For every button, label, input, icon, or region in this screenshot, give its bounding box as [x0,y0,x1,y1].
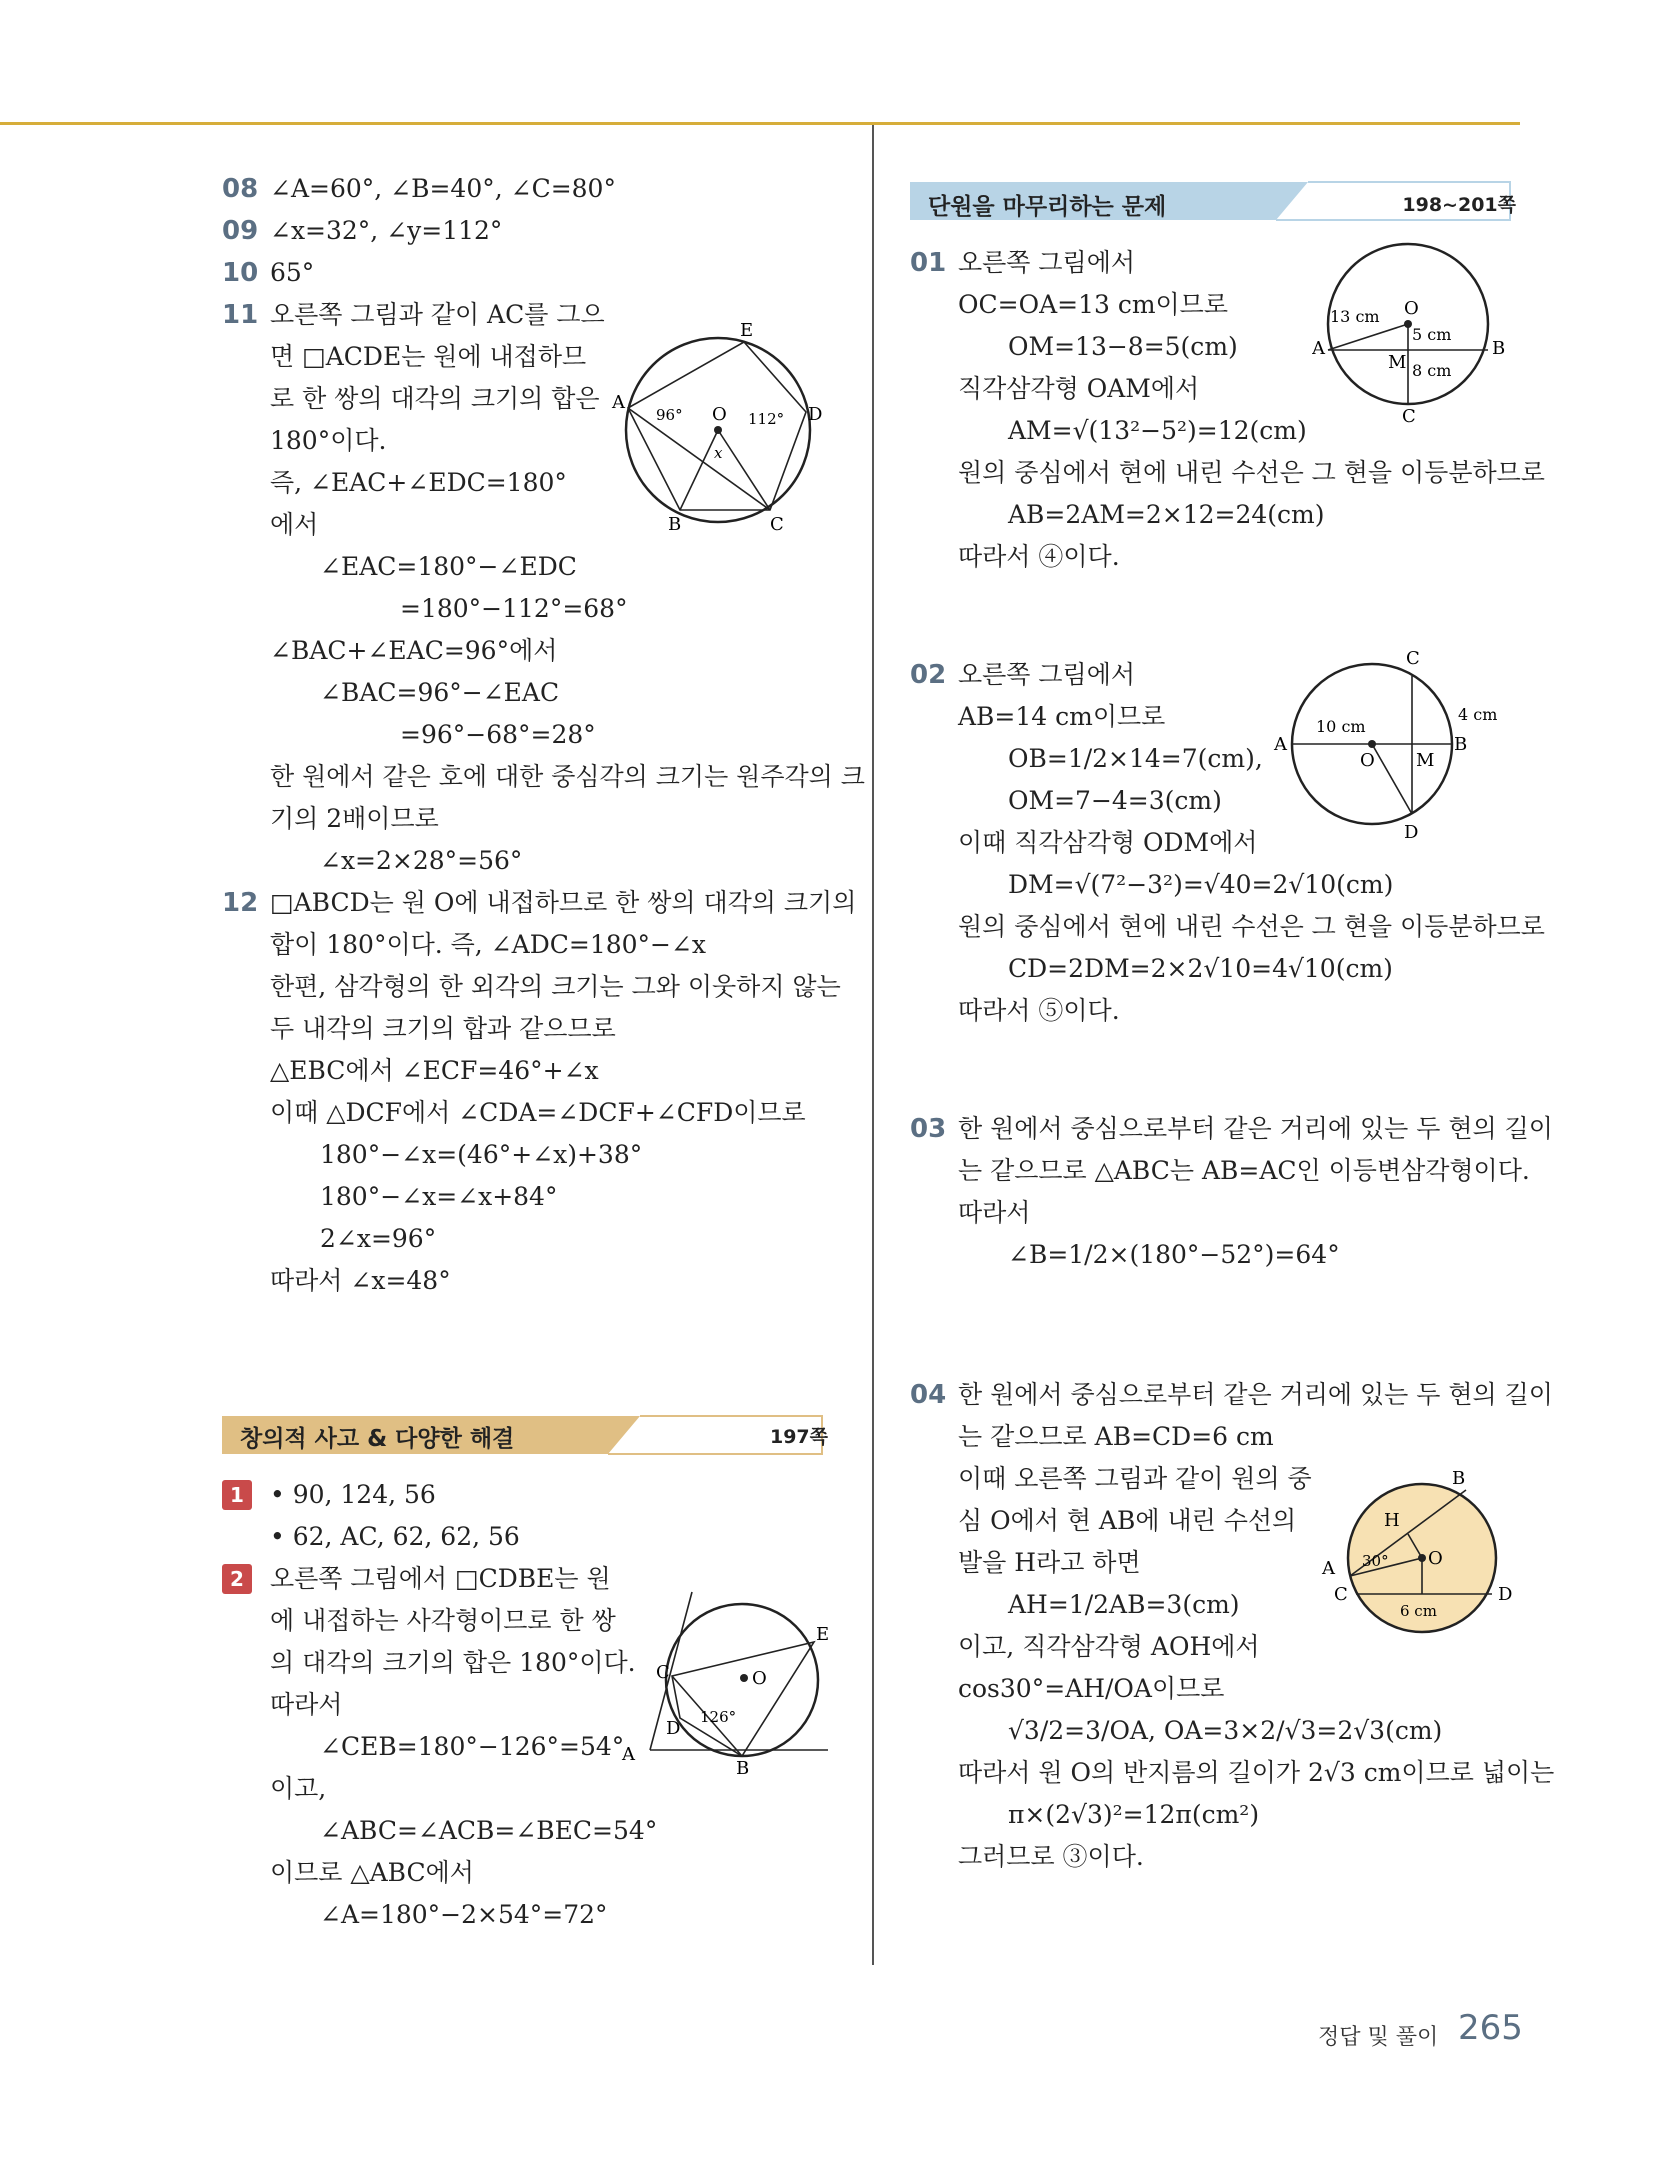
figure-label: M [1416,750,1435,771]
figure-label: 10 cm [1316,717,1366,736]
solution-line: ∠x=2×28°=56° [320,846,523,875]
figure-label: 30° [1362,1552,1389,1570]
creative-q1 [222,1474,842,1558]
figure-04-circle [1316,1466,1516,1646]
solution-line: AM=√(13²−5²)=12(cm) [1008,416,1307,445]
solution-line: DM=√(7²−3²)=√40=2√10(cm) [1008,870,1394,899]
solution-line: ∠B=1/2×(180°−52°)=64° [1008,1240,1340,1269]
figure-01-circle [1312,232,1512,427]
answer-number: 09 [222,216,259,246]
problem-number: 01 [910,248,947,278]
solution-line: 에 내접하는 사각형이므로 한 쌍 [270,1606,616,1635]
solution-line: 180°−∠x=∠x+84° [320,1182,558,1211]
solution-line: 오른쪽 그림과 같이 AC를 그으 [270,300,605,329]
solution-line: ∠EAC=180°−∠EDC [320,552,577,581]
problem-03 [910,1108,1553,1276]
answer-number: 11 [222,300,259,330]
solution-line: 원의 중심에서 현에 내린 수선은 그 현을 이등분하므로 [958,912,1545,941]
figure-label: M [1388,352,1407,373]
figure-label: 8 cm [1412,361,1452,380]
answer-12 [222,882,857,1302]
solution-line: 면 □ACDE는 원에 내접하므 [270,342,587,371]
figure-label: B [1452,1468,1466,1489]
figure-label: A [622,1744,635,1765]
figure-label: B [1454,734,1468,755]
figure-label: E [740,320,754,341]
solution-line: 이때 오른쪽 그림과 같이 원의 중 [958,1464,1312,1493]
footer-label: 정답 및 풀이 [1318,2025,1439,2050]
figure-label: A [1312,338,1325,359]
figure-label: O [1360,750,1375,771]
figure-label: D [666,1718,681,1739]
solution-line: 이때 △DCF에서 ∠CDA=∠DCF+∠CFD이므로 [270,1098,806,1127]
solution-line: OM=7−4=3(cm) [1008,786,1222,815]
solution-line: 이므로 △ABC에서 [270,1858,474,1887]
question-badge: 1 [222,1480,252,1510]
solution-line: 이고, 직각삼각형 AOH에서 [958,1632,1260,1661]
column-divider [872,125,874,1965]
solution-line: 따라서 ∠x=48° [270,1266,451,1295]
solution-line: ∠CEB=180°−126°=54° [320,1732,625,1761]
figure-label: D [808,404,823,425]
solution-line: ∠BAC+∠EAC=96°에서 [270,636,558,665]
section-banner-creative [222,1412,842,1462]
solution-line: 이고, [270,1774,327,1803]
figure-label: O [1428,1548,1443,1569]
solution-line: 는 같으므로 △ABC는 AB=AC인 이등변삼각형이다. [958,1156,1530,1185]
solution-line: 로 한 쌍의 대각의 크기의 합은 [270,384,600,413]
figure-label: C [770,514,784,535]
figure-label: O [752,1668,767,1689]
figure-label: 6 cm [1400,1602,1437,1620]
solution-line: 직각삼각형 OAM에서 [958,374,1200,403]
answer-number: 10 [222,258,259,288]
solution-line: 한 원에서 같은 호에 대한 중심각의 크기는 원주각의 크 [270,762,865,791]
solution-line: 그러므로 ③이다. [958,1842,1144,1871]
solution-line: 합이 180°이다. 즉, ∠ADC=180°−∠x [270,930,707,959]
solution-line: 한 원에서 중심으로부터 같은 거리에 있는 두 현의 길이 [958,1380,1553,1409]
solution-line: AB=14 cm이므로 [958,702,1166,731]
solution-line: 따라서 [270,1690,343,1719]
answer-number: 08 [222,174,259,204]
solution-line: AB=2AM=2×12=24(cm) [1008,500,1325,529]
answer-text: 65° [270,258,315,287]
solution-line: 오른쪽 그림에서 [958,660,1135,689]
figure-label: 5 cm [1412,325,1452,344]
solution-line: 에서 [270,510,319,539]
answer-text: ∠A=60°, ∠B=40°, ∠C=80° [270,174,616,203]
answer-text: ∠x=32°, ∠y=112° [270,216,503,245]
solution-line: • 90, 124, 56 [270,1480,436,1509]
figure-label: B [1492,338,1506,359]
figure-label: C [1402,406,1416,427]
figure-label: 96° [656,406,683,424]
section-banner-unit-review [910,180,1530,230]
figure-02-circle [1272,648,1507,848]
answer-09 [222,210,842,252]
solution-line: CD=2DM=2×2√10=4√10(cm) [1008,954,1393,983]
figure-label: 4 cm [1458,705,1498,724]
solution-line: 따라서 원 O의 반지름의 길이가 2√3 cm이므로 넓이는 [958,1758,1555,1787]
problem-number: 03 [910,1114,947,1144]
solution-line: =180°−112°=68° [400,594,628,623]
question-badge: 2 [222,1564,252,1594]
solution-line: cos30°=AH/OA이므로 [958,1674,1225,1703]
solution-line: ∠A=180°−2×54°=72° [320,1900,608,1929]
solution-line: 발을 H라고 하면 [958,1548,1141,1577]
figure-label: E [816,1624,830,1645]
solution-line: =96°−68°=28° [400,720,596,749]
solution-line: OB=1/2×14=7(cm), [1008,744,1263,773]
solution-line: 따라서 ④이다. [958,542,1120,571]
section-pages: 198~201쪽 [1402,194,1516,216]
solution-line: OC=OA=13 cm이므로 [958,290,1228,319]
figure-label: O [712,404,727,425]
solution-line: 두 내각의 크기의 합과 같으므로 [270,1014,616,1043]
solution-line: OM=13−8=5(cm) [1008,332,1238,361]
figure-label: 126° [700,1708,737,1726]
figure-label: C [1406,648,1420,669]
figure-label: C [1334,1584,1348,1605]
solution-line: △EBC에서 ∠ECF=46°+∠x [270,1056,599,1085]
section-title: 단원을 마무리하는 문제 [928,194,1167,220]
solution-line: π×(2√3)²=12π(cm²) [1008,1800,1260,1829]
figure-11-circle [610,320,835,535]
solution-line: 는 같으므로 AB=CD=6 cm [958,1422,1274,1451]
top-rule [0,122,1520,125]
figure-label: C [656,1662,670,1683]
figure-label: 13 cm [1330,307,1380,326]
figure-label: A [1274,734,1287,755]
figure-2-circle [620,1590,840,1780]
figure-label: O [1404,298,1419,319]
solution-line: 이때 직각삼각형 ODM에서 [958,828,1258,857]
solution-line: 즉, ∠EAC+∠EDC=180° [270,468,567,497]
problem-number: 02 [910,660,947,690]
solution-line: 따라서 [958,1198,1031,1227]
solution-line: 180°−∠x=(46°+∠x)+38° [320,1140,643,1169]
solution-line: ∠ABC=∠ACB=∠BEC=54° [320,1816,658,1845]
solution-line: 기의 2배이므로 [270,804,439,833]
answer-number: 12 [222,888,259,918]
problem-number: 04 [910,1380,947,1410]
solution-line: 180°이다. [270,426,387,455]
solution-line: ∠BAC=96°−∠EAC [320,678,560,707]
figure-label: D [1498,1584,1513,1605]
figure-label: H [1384,1510,1400,1531]
page-number: 265 [1458,2008,1523,2048]
answer-08 [222,168,842,210]
figure-label: D [1404,822,1419,843]
solution-line: 심 O에서 현 AB에 내린 수선의 [958,1506,1297,1535]
solution-line: • 62, AC, 62, 62, 56 [270,1522,520,1551]
section-title: 창의적 사고 & 다양한 해결 [240,1426,515,1452]
figure-label: 112° [748,410,785,428]
solution-line: □ABCD는 원 O에 내접하므로 한 쌍의 대각의 크기의 [270,888,857,917]
solution-line: √3/2=3/OA, OA=3×2/√3=2√3(cm) [1008,1716,1443,1745]
solution-line: 한편, 삼각형의 한 외각의 크기는 그와 이웃하지 않는 [270,972,841,1001]
section-pages: 197쪽 [769,1426,828,1448]
figure-label: B [668,514,682,535]
solution-line: AH=1/2AB=3(cm) [1008,1590,1240,1619]
figure-label: A [612,392,625,413]
solution-line: 오른쪽 그림에서 [958,248,1135,277]
solution-line: 원의 중심에서 현에 내린 수선은 그 현을 이등분하므로 [958,458,1545,487]
figure-label: A [1322,1558,1335,1579]
solution-line: 2∠x=96° [320,1224,437,1253]
solution-line: 한 원에서 중심으로부터 같은 거리에 있는 두 현의 길이 [958,1114,1553,1143]
answer-10 [222,252,842,294]
figure-label: x [714,444,723,462]
figure-label: B [736,1758,750,1779]
solution-line: 오른쪽 그림에서 □CDBE는 원 [270,1564,611,1593]
solution-line: 따라서 ⑤이다. [958,996,1120,1025]
solution-line: 의 대각의 크기의 합은 180°이다. [270,1648,636,1677]
